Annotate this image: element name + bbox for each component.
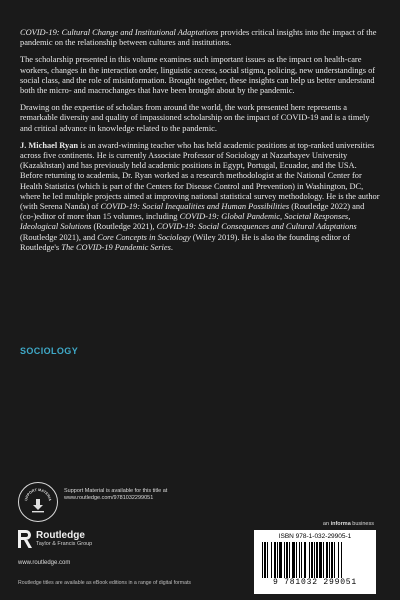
barcode-bar	[314, 542, 315, 578]
barcode-bar	[323, 542, 324, 578]
back-cover-text	[20, 28, 380, 260]
publisher-website[interactable]: www.routledge.com	[18, 560, 71, 566]
barcode-bar	[267, 542, 268, 578]
barcode-bar	[338, 542, 339, 578]
description-paragraph-2: The scholarship presented in this volume examines such important issues as the impact on health-care workers, changes in the interaction order, linguistic access, social stigma, policing, new understandings of social class, and the role of misinformation. Brought together, these insights can help us better understand both the micro- and macrochanges that have been brought about by the pandemic.	[20, 55, 376, 96]
barcode-bar	[319, 542, 322, 578]
barcode-bar	[284, 542, 285, 578]
author-bio: J. Michael Ryan is an award-winning teacher who has held academic positions at top-ranked universities across five continents. He is currently Associate Professor of Sociology at Nazarbayev University (Kazakhstan) and has previously held academic positions in Egypt, Portugal, Ecuador, and the USA. Before returning to academia, Dr. Ryan worked as a research methodologist at the National Center for Health Statistics (which is part of the Centers for Disease Control and Prevention) in Washington, DC, where he led multiple projects aimed at improving national statistical survey methodology. He is the author (with Serena Nanda) of COVID-19: Social Inequalities and Human Possibilities (Routledge 2022) and (co-)editor of more than 15 volumes, including COVID-19: Global Pandemic, Societal Responses, Ideological Solutions (Routledge 2021), COVID-19: Social Consequences and Cultural Adaptations (Routledge 2021), and Core Concepts in Sociology (Wiley 2019). He is also the founding editor of Routledge's The COVID-19 Pandemic Series.	[20, 140, 380, 252]
informa-business: an informa business	[322, 521, 374, 527]
barcode-number: 9 781032 299051	[272, 578, 357, 587]
barcode-bar	[326, 542, 328, 578]
svg-text:SUPPORT MATERIAL: UPPORT MATERIA	[24, 487, 52, 502]
publisher-sub: Taylor & Francis Group	[36, 540, 93, 547]
routledge-r-icon	[18, 530, 32, 548]
barcode-bar	[296, 542, 297, 578]
barcode-bars	[260, 542, 370, 578]
barcode-bar	[316, 542, 318, 578]
barcode-bar	[311, 542, 313, 578]
author-name: J. Michael Ryan	[20, 140, 79, 150]
barcode-bar	[331, 542, 333, 578]
barcode-bar	[341, 542, 342, 578]
barcode-bar	[271, 542, 272, 578]
barcode-bar	[329, 542, 330, 578]
barcode-bar	[264, 542, 266, 578]
support-material-badge	[18, 482, 58, 522]
publisher-name: Routledge	[36, 529, 85, 541]
barcode-bar	[304, 542, 306, 578]
barcode-bar	[334, 542, 335, 578]
barcode-bar	[292, 542, 295, 578]
barcode-bar	[277, 542, 278, 578]
routledge-logo	[18, 530, 92, 548]
support-url[interactable]: www.routledge.com/9781032299051	[64, 495, 154, 501]
description-paragraph-3: Drawing on the expertise of scholars from around the world, the work presented here represents a remarkable diversity and quality of impassioned scholarship on the impact of COVID-19 and is a timely and critical advance in knowledge related to the pandemic.	[20, 103, 370, 133]
ebook-note: Routledge titles are available as eBook editions in a range of digital formats	[18, 580, 192, 586]
support-material-text: Support Material is available for this title at www.routledge.com/9781032299051	[64, 488, 194, 502]
download-icon	[23, 487, 53, 517]
barcode-bar	[301, 542, 302, 578]
isbn-barcode	[254, 530, 376, 594]
barcode-bar	[262, 542, 263, 578]
description-paragraph-1: COVID-19: Cultural Change and Institutional Adaptations provides critical insights into the impact of the pandemic on the relationship between cultures and institutions.	[20, 28, 377, 48]
barcode-bar	[299, 542, 300, 578]
barcode-bar	[309, 542, 310, 578]
barcode-bar	[274, 542, 276, 578]
barcode-bar	[289, 542, 290, 578]
subject-category: SOCIOLOGY	[20, 346, 79, 356]
barcode-bar	[286, 542, 288, 578]
barcode-bar	[279, 542, 282, 578]
book-title: COVID-19: Cultural Change and Institutional Adaptations	[20, 28, 219, 37]
isbn-label: ISBN 978-1-032-29905-1	[278, 533, 352, 540]
